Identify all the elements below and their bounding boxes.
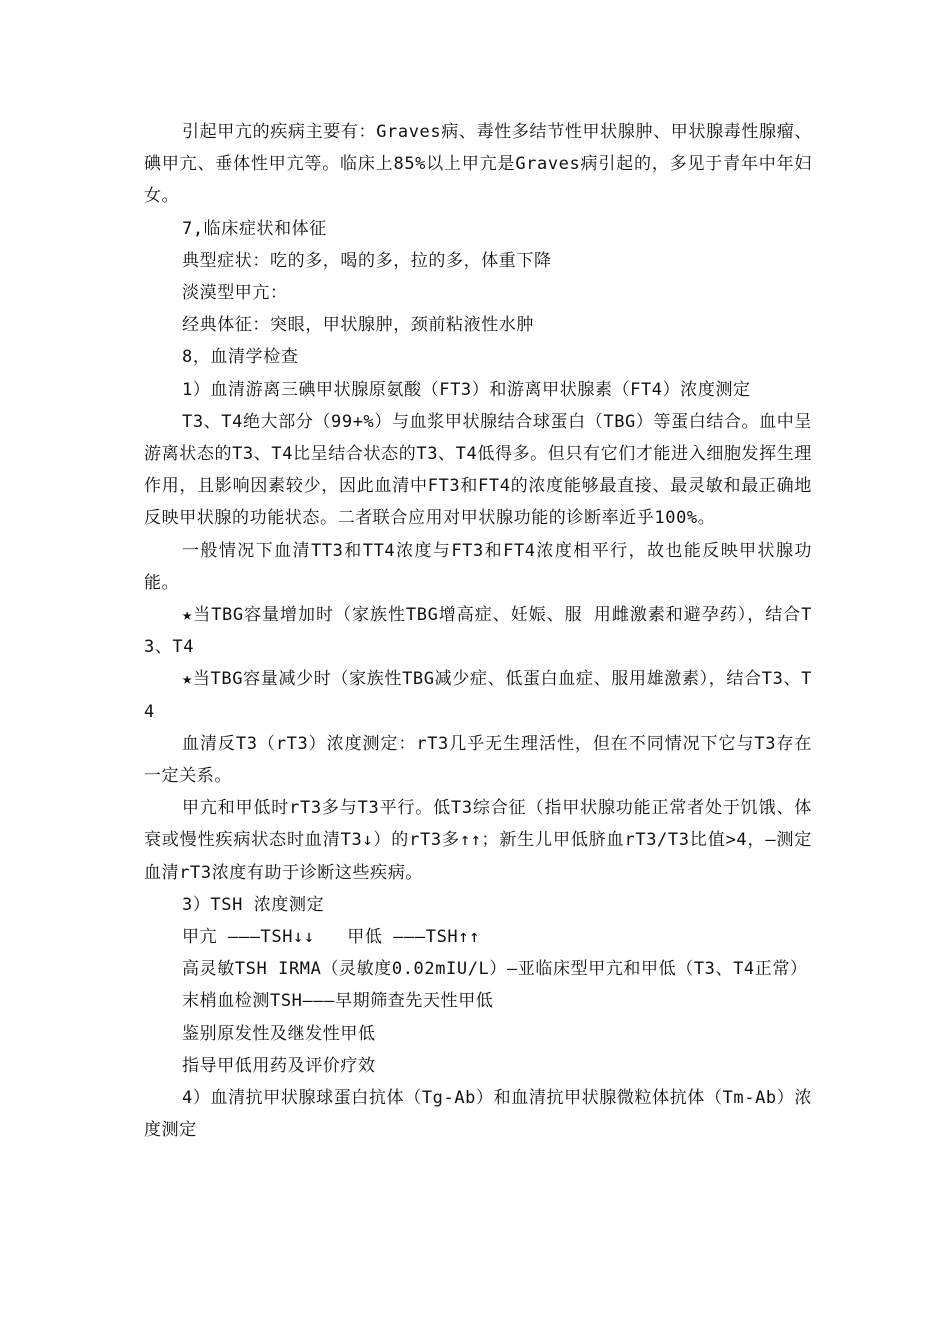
paragraph-tbg-increase: ★当TBG容量增加时（家族性TBG增高症、妊娠、服 用雌激素和避孕药），结合T3、T4	[144, 605, 812, 658]
paragraph-rt3-measurement: 血清反T3（rT3）浓度测定：rT3几乎无生理活性，但在不同情况下它与T3存在一定关系。	[144, 733, 812, 787]
paragraph-rt3-clinical: 甲亢和甲低时rT3多与T3平行。低T3综合征（指甲状腺功能正常者处于饥饿、体衰或慢性疾病状态时血清T3↓）的rT3多↑↑；新生儿甲低脐血rT3/T3比值>4，—测定血清rT3浓度有助于诊断这些疾病。	[144, 798, 812, 883]
heading-antibodies: 4）血清抗甲状腺球蛋白抗体（Tg-Ab）和血清抗甲状腺微粒体抗体（Tm-Ab）浓度测定	[144, 1088, 812, 1141]
heading-serology: 8，血清学检查	[182, 347, 299, 368]
paragraph-apathetic-hyperthyroidism: 淡漠型甲亢：	[182, 283, 288, 304]
paragraph-tt3-tt4: 一般情况下血清TT3和TT4浓度与FT3和FT4浓度相平行，故也能反映甲状腺功能。	[144, 540, 812, 593]
heading-clinical-symptoms: 7,临床症状和体征	[182, 218, 327, 239]
paragraph-tbg-decrease: ★当TBG容量减少时（家族性TBG减少症、低蛋白血症、服用雄激素），结合T3、T4	[144, 669, 812, 722]
paragraph-graves-causes: 引起甲亢的疾病主要有：Graves病、毒性多结节性甲状腺肿、甲状腺毒性腺瘤、碘甲亢、垂体性甲亢等。临床上85%以上甲亢是Graves病引起的，多见于青年中年妇女。	[144, 122, 812, 207]
paragraph-differential-diagnosis: 鉴别原发性及继发性甲低	[182, 1023, 376, 1044]
paragraph-tsh-irma: 高灵敏TSH IRMA（灵敏度0.02mIU/L）—亚临床型甲亢和甲低（T3、T4正常）	[182, 959, 808, 980]
heading-ft3-ft4: 1）血清游离三碘甲状腺原氨酸（FT3）和游离甲状腺素（FT4）浓度测定	[182, 379, 751, 400]
heading-tsh: 3）TSH 浓度测定	[182, 894, 325, 915]
paragraph-tsh-levels: 甲亢 ———TSH↓↓ 甲低 ———TSH↑↑	[182, 927, 480, 948]
paragraph-peripheral-tsh: 末梢血检测TSH———早期筛查先天性甲低	[182, 991, 494, 1012]
paragraph-guide-medication: 指导甲低用药及评价疗效	[182, 1055, 376, 1076]
document-body	[144, 116, 812, 1147]
paragraph-t3-t4-binding: T3、T4绝大部分（99+%）与血浆甲状腺结合球蛋白（TBG）等蛋白结合。血中呈游离状态的T3、T4比呈结合状态的T3、T4低得多。但只有它们才能进入细胞发挥生理作用，且影响因素较少，因此血清中FT3和FT4的浓度能够最直接、最灵敏和最正确地反映甲状腺的功能状态。二者联合应用对甲状腺功能的诊断率近乎100%。	[144, 411, 812, 529]
paragraph-classic-signs: 经典体征：突眼，甲状腺肿，颈前粘液性水肿	[182, 315, 534, 336]
paragraph-typical-symptoms: 典型症状：吃的多，喝的多，拉的多，体重下降	[182, 250, 552, 271]
